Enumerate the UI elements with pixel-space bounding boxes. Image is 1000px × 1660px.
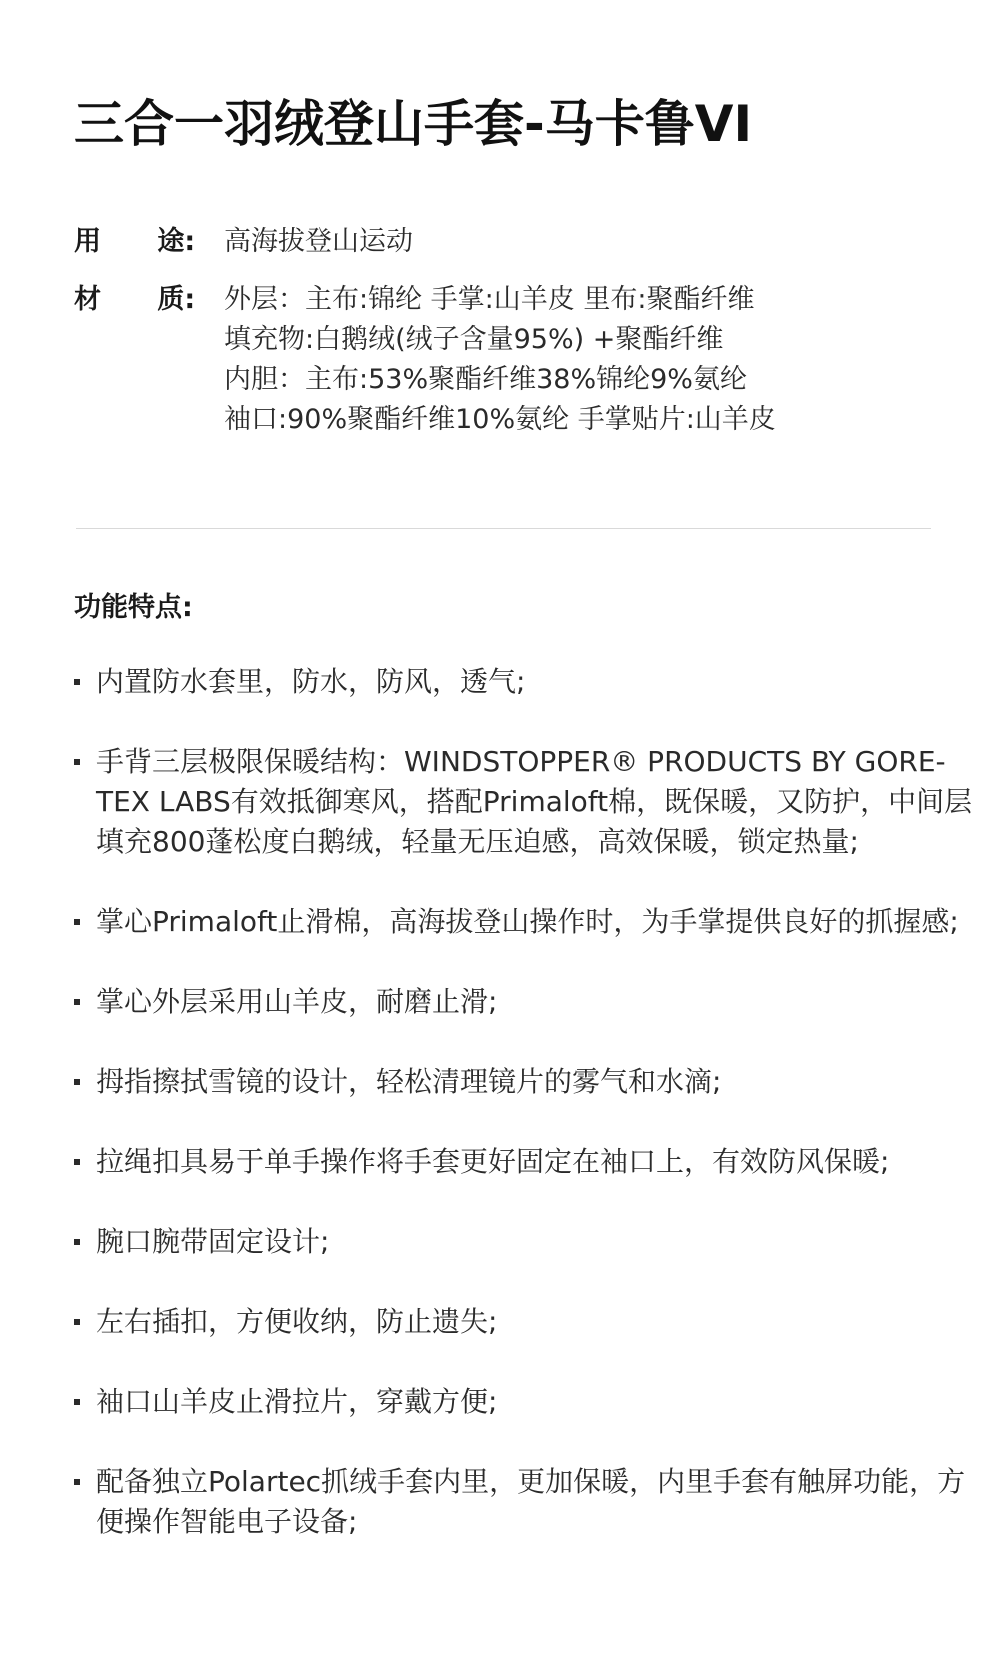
spec-material-row xyxy=(74,280,934,440)
feature-text: 左右插扣，方便收纳，防止遗失; xyxy=(96,1305,498,1338)
feature-item xyxy=(74,1462,989,1542)
feature-item xyxy=(74,1302,989,1342)
feature-item xyxy=(74,742,989,862)
feature-item xyxy=(74,1142,989,1182)
feature-text: 拉绳扣具易于单手操作将手套更好固定在袖口上，有效防风保暖; xyxy=(96,1145,890,1178)
features-heading: 功能特点: xyxy=(74,592,193,623)
material-line: 袖口:90%聚酯纤维10%氨纶 手掌贴片:山羊皮 xyxy=(224,404,776,435)
section-divider xyxy=(76,528,931,529)
square-bullet-icon xyxy=(74,679,80,685)
material-line: 填充物:白鹅绒(绒子含量95%) +聚酯纤维 xyxy=(224,324,724,355)
spec-usage-row xyxy=(74,222,934,262)
feature-item xyxy=(74,902,989,942)
spec-material-value xyxy=(224,280,776,440)
square-bullet-icon xyxy=(74,1079,80,1085)
spec-material-label: 材 质: xyxy=(74,284,196,315)
square-bullet-icon xyxy=(74,1319,80,1325)
feature-item xyxy=(74,662,989,702)
feature-text: 配备独立Polartec抓绒手套内里，更加保暖，内里手套有触屏功能，方便操作智能电子设备; xyxy=(96,1465,966,1538)
square-bullet-icon xyxy=(74,1239,80,1245)
feature-text: 掌心Primaloft止滑棉，高海拔登山操作时，为手掌提供良好的抓握感; xyxy=(96,905,959,938)
square-bullet-icon xyxy=(74,1399,80,1405)
spec-usage-value: 高海拔登山运动 xyxy=(224,226,413,257)
product-title: 三合一羽绒登山手套-马卡鲁VI xyxy=(74,95,753,153)
square-bullet-icon xyxy=(74,1479,80,1485)
feature-item xyxy=(74,1382,989,1422)
spec-usage-label: 用 途: xyxy=(74,226,196,257)
square-bullet-icon xyxy=(74,999,80,1005)
material-line: 内胆：主布:53%聚酯纤维38%锦纶9%氨纶 xyxy=(224,364,747,395)
feature-text: 手背三层极限保暖结构：WINDSTOPPER® PRODUCTS BY GORE-TEX LABS有效抵御寒风，搭配Primaloft棉，既保暖，又防护，中间层填充800蓬松度白鹅绒，轻量无压迫感，高效保暖，锁定热量; xyxy=(96,745,973,858)
feature-item xyxy=(74,1222,989,1262)
features-list xyxy=(74,662,989,1582)
square-bullet-icon xyxy=(74,759,80,765)
feature-item xyxy=(74,982,989,1022)
feature-item xyxy=(74,1062,989,1102)
material-line: 外层：主布:锦纶 手掌:山羊皮 里布:聚酯纤维 xyxy=(224,284,755,315)
feature-text: 掌心外层采用山羊皮，耐磨止滑; xyxy=(96,985,498,1018)
square-bullet-icon xyxy=(74,919,80,925)
feature-text: 腕口腕带固定设计; xyxy=(96,1225,330,1258)
feature-text: 内置防水套里，防水，防风，透气; xyxy=(96,665,526,698)
feature-text: 袖口山羊皮止滑拉片，穿戴方便; xyxy=(96,1385,498,1418)
square-bullet-icon xyxy=(74,1159,80,1165)
feature-text: 拇指擦拭雪镜的设计，轻松清理镜片的雾气和水滴; xyxy=(96,1065,722,1098)
